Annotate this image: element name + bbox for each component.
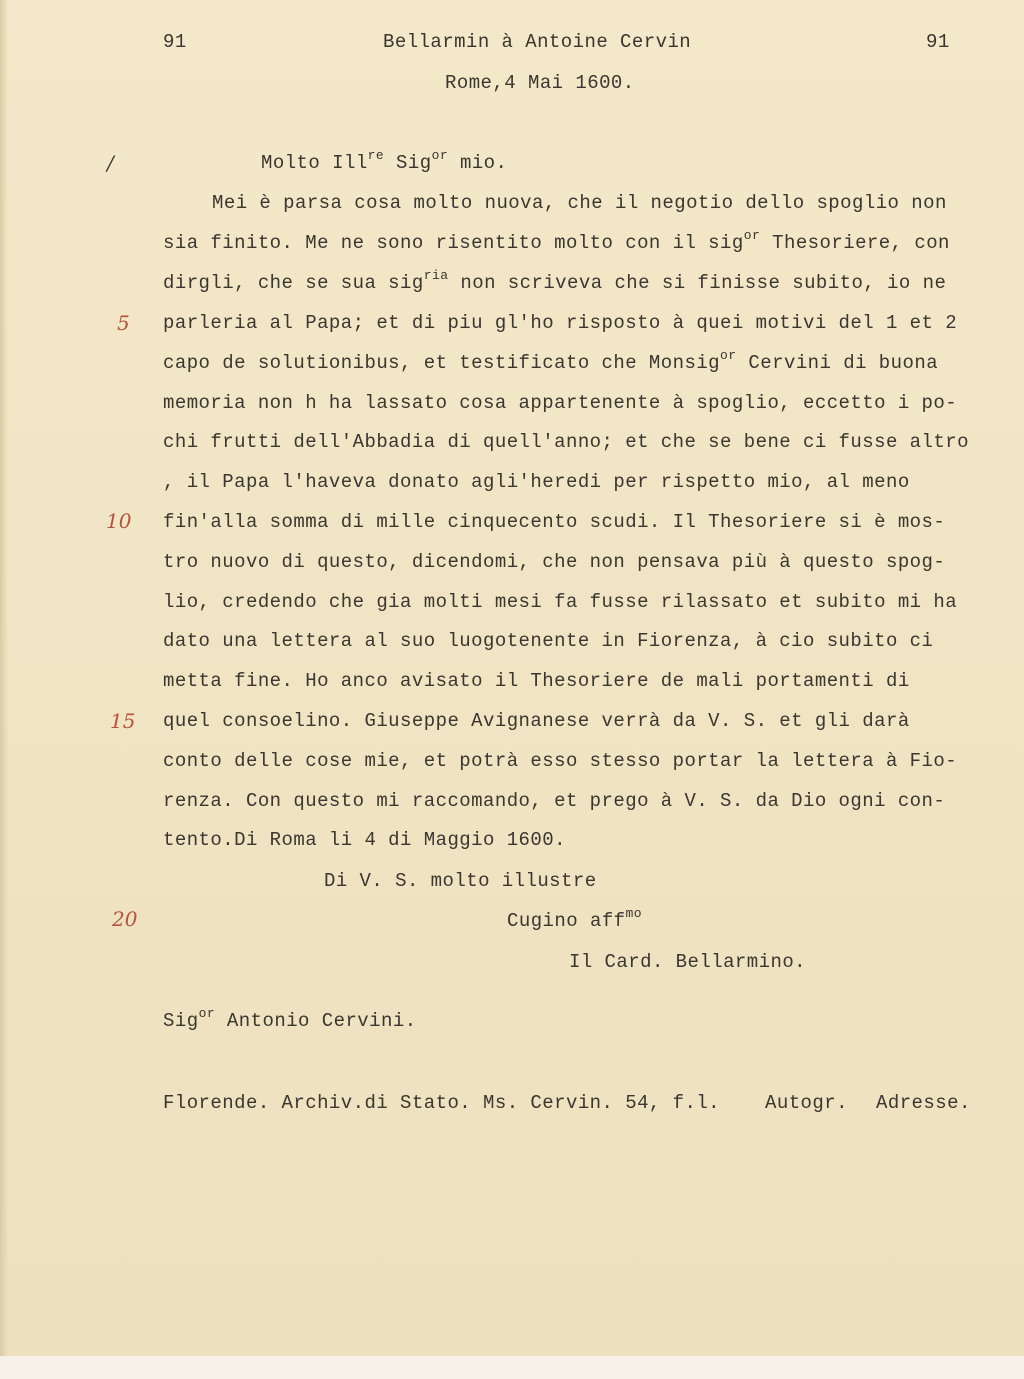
margin-line-number-5: 5 xyxy=(117,311,130,335)
letter-line: renza. Con questo mi raccomando, et prego à V. S. da Dio ogni con- xyxy=(163,790,946,812)
document-title: Bellarmin à Antoine Cervin xyxy=(383,31,692,53)
closing-relation: Cugino aff$^{mo}$ xyxy=(507,905,643,932)
page-edge-shadow xyxy=(0,0,8,1379)
margin-mark-1: / xyxy=(107,151,114,175)
autograph-note: Autogr. xyxy=(765,1092,848,1114)
letter-line: metta fine. Ho anco avisato il Thesoriere de mali portamenti di xyxy=(163,670,910,692)
recipient-address: Sig$^{or}$ Antonio Cervini. xyxy=(163,1005,417,1032)
source-reference: Florende. Archiv.di Stato. Ms. Cervin. 54, f.l. xyxy=(163,1092,721,1114)
page-number-left: 91 xyxy=(163,31,187,53)
letter-line: Mei è parsa cosa molto nuova, che il negotio dello spoglio non xyxy=(212,192,947,214)
address-note: Adresse. xyxy=(876,1092,971,1114)
dateline: Rome,4 Mai 1600. xyxy=(445,72,635,94)
letter-line: parleria al Papa; et di piu gl'ho risposto à quei motivi del 1 et 2 xyxy=(163,312,958,334)
letter-line: lio, credendo che gia molti mesi fa fusse rilassato et subito mi ha xyxy=(163,591,958,613)
letter-line: dirgli, che se sua sig$^{ria}$ non scriveva che si finisse subito, io ne xyxy=(163,267,947,294)
letter-line: quel consoelino. Giuseppe Avignanese verrà da V. S. et gli darà xyxy=(163,710,910,732)
page-number-right: 91 xyxy=(926,31,950,53)
signature: Il Card. Bellarmino. xyxy=(569,951,807,973)
letter-line: tento.Di Roma li 4 di Maggio 1600. xyxy=(163,829,566,851)
margin-line-number-20: 20 xyxy=(112,907,138,931)
letter-line: fin'alla somma di mille cinquecento scudi. Il Thesoriere si è mos- xyxy=(163,511,946,533)
letter-line: capo de solutionibus, et testificato che Monsig$^{or}$ Cervini di buona xyxy=(163,347,939,374)
letter-line: dato una lettera al suo luogotenente in Fiorenza, à cio subito ci xyxy=(163,630,934,652)
letter-line: memoria non h ha lassato cosa appartenente à spoglio, eccetto i po- xyxy=(163,392,958,414)
letter-line: sia finito. Me ne sono risentito molto con il sig$^{or}$ Thesoriere, con xyxy=(163,227,950,254)
page-bottom-margin xyxy=(0,1356,1024,1379)
salutation: Molto Ill$^{re}$ Sig$^{or}$ mio. xyxy=(261,147,508,174)
letter-line: , il Papa l'haveva donato agli'heredi per rispetto mio, al meno xyxy=(163,471,910,493)
letter-line: tro nuovo di questo, dicendomi, che non pensava più à questo spog- xyxy=(163,551,946,573)
margin-line-number-15: 15 xyxy=(110,709,136,733)
margin-line-number-10: 10 xyxy=(106,509,132,533)
letter-line: chi frutti dell'Abbadia di quell'anno; et che se bene ci fusse altro xyxy=(163,431,969,453)
letter-line: conto delle cose mie, et potrà esso stesso portar la lettera à Fio- xyxy=(163,750,958,772)
closing-formula: Di V. S. molto illustre xyxy=(324,870,597,892)
